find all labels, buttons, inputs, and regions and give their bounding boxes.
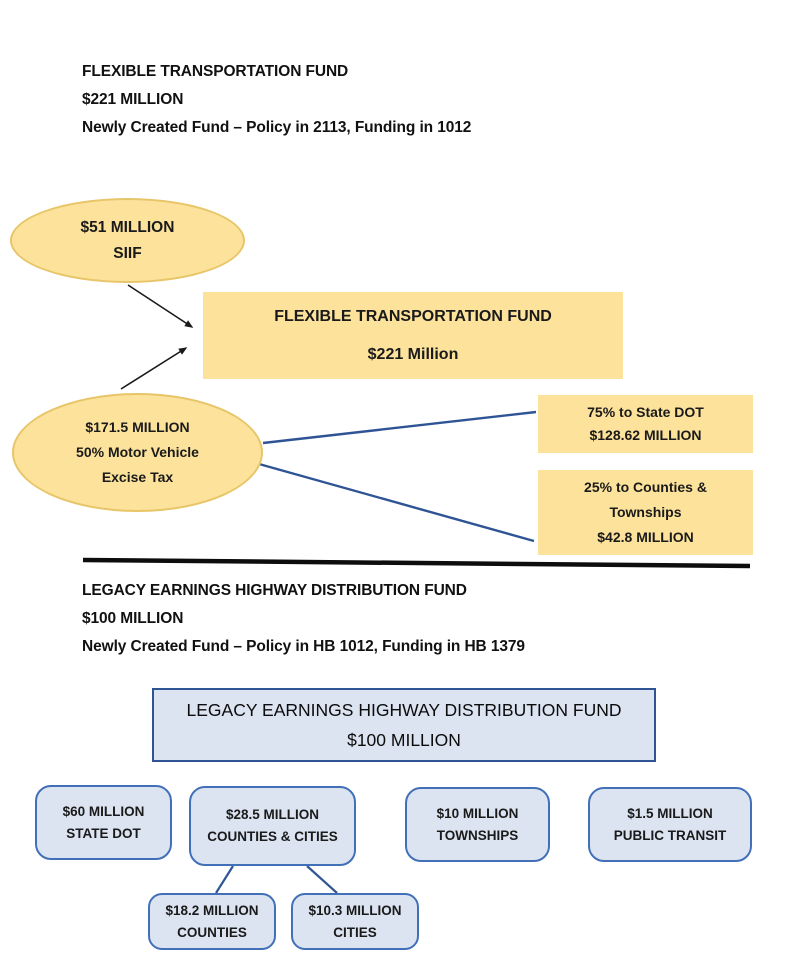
sub-allocation-counties-recipient: COUNTIES [177,924,247,940]
counties-share-label-line2: Townships [609,504,682,520]
legacy-fund-box-amount: $100 MILLION [347,730,461,750]
mvet-to-fund-arrow [121,348,186,389]
legacy-fund-heading-title: LEGACY EARNINGS HIGHWAY DISTRIBUTION FUND [82,582,467,599]
allocation-public-transit [588,787,752,862]
siif-amount: $51 MILLION [80,218,175,236]
countiescities-to-counties-line [216,866,233,893]
sub-allocation-cities-amount: $10.3 MILLION [308,902,402,918]
legacy-fund-heading-note: Newly Created Fund – Policy in HB 1012, Funding in HB 1379 [82,638,525,655]
allocation-counties-cities-recipient: COUNTIES & CITIES [207,829,338,844]
allocation-counties-cities [189,786,356,866]
mvet-source-line1: 50% Motor Vehicle [76,444,199,460]
motor-vehicle-excise-ellipse [12,393,263,512]
sub-allocation-counties-amount: $18.2 MILLION [165,902,259,918]
allocation-state-dot [35,785,172,860]
allocation-public-transit-recipient: PUBLIC TRANSIT [613,827,727,843]
mvet-to-counties-line [259,464,534,541]
flexible-fund-box [203,292,623,379]
mvet-source-line2: Excise Tax [101,469,174,485]
flexible-fund-heading-title: FLEXIBLE TRANSPORTATION FUND [82,63,349,80]
state-dot-share-box [538,395,753,453]
counties-share-amount: $42.8 MILLION [597,529,694,545]
state-dot-share-amount: $128.62 MILLION [589,427,702,443]
siif-ellipse [10,198,245,283]
legacy-fund-box [152,688,656,762]
allocation-townships-amount: $10 MILLION [436,805,519,821]
siif-label: SIIF [113,244,142,262]
allocation-counties-cities-amount: $28.5 MILLION [225,807,320,822]
countiescities-to-cities-line [307,866,337,893]
sub-allocation-counties [148,893,276,950]
counties-share-label-line1: 25% to Counties & [584,479,707,495]
legacy-fund-box-title: LEGACY EARNINGS HIGHWAY DISTRIBUTION FUND [186,700,622,720]
allocation-public-transit-amount: $1.5 MILLION [627,805,713,821]
legacy-fund-heading [82,577,525,661]
section-divider-line [83,560,750,566]
flexible-fund-box-title: FLEXIBLE TRANSPORTATION FUND [274,307,552,325]
counties-townships-share-box [538,470,753,555]
flexible-fund-heading-note: Newly Created Fund – Policy in 2113, Funding in 1012 [82,119,472,136]
allocation-townships [405,787,550,862]
flexible-fund-heading [82,58,471,142]
mvet-to-statedot-line [263,412,536,443]
legacy-fund-heading-amount: $100 MILLION [82,610,184,627]
allocation-state-dot-amount: $60 MILLION [62,803,145,819]
allocation-state-dot-recipient: STATE DOT [66,825,141,841]
sub-allocation-cities [291,893,419,950]
sub-allocation-cities-recipient: CITIES [333,924,377,940]
flexible-fund-box-amount: $221 Million [367,345,459,363]
flexible-fund-heading-amount: $221 MILLION [82,91,184,108]
state-dot-share-label: 75% to State DOT [587,404,704,420]
mvet-amount: $171.5 MILLION [85,419,190,435]
allocation-townships-recipient: TOWNSHIPS [436,827,519,843]
siif-to-fund-arrow [128,285,192,327]
